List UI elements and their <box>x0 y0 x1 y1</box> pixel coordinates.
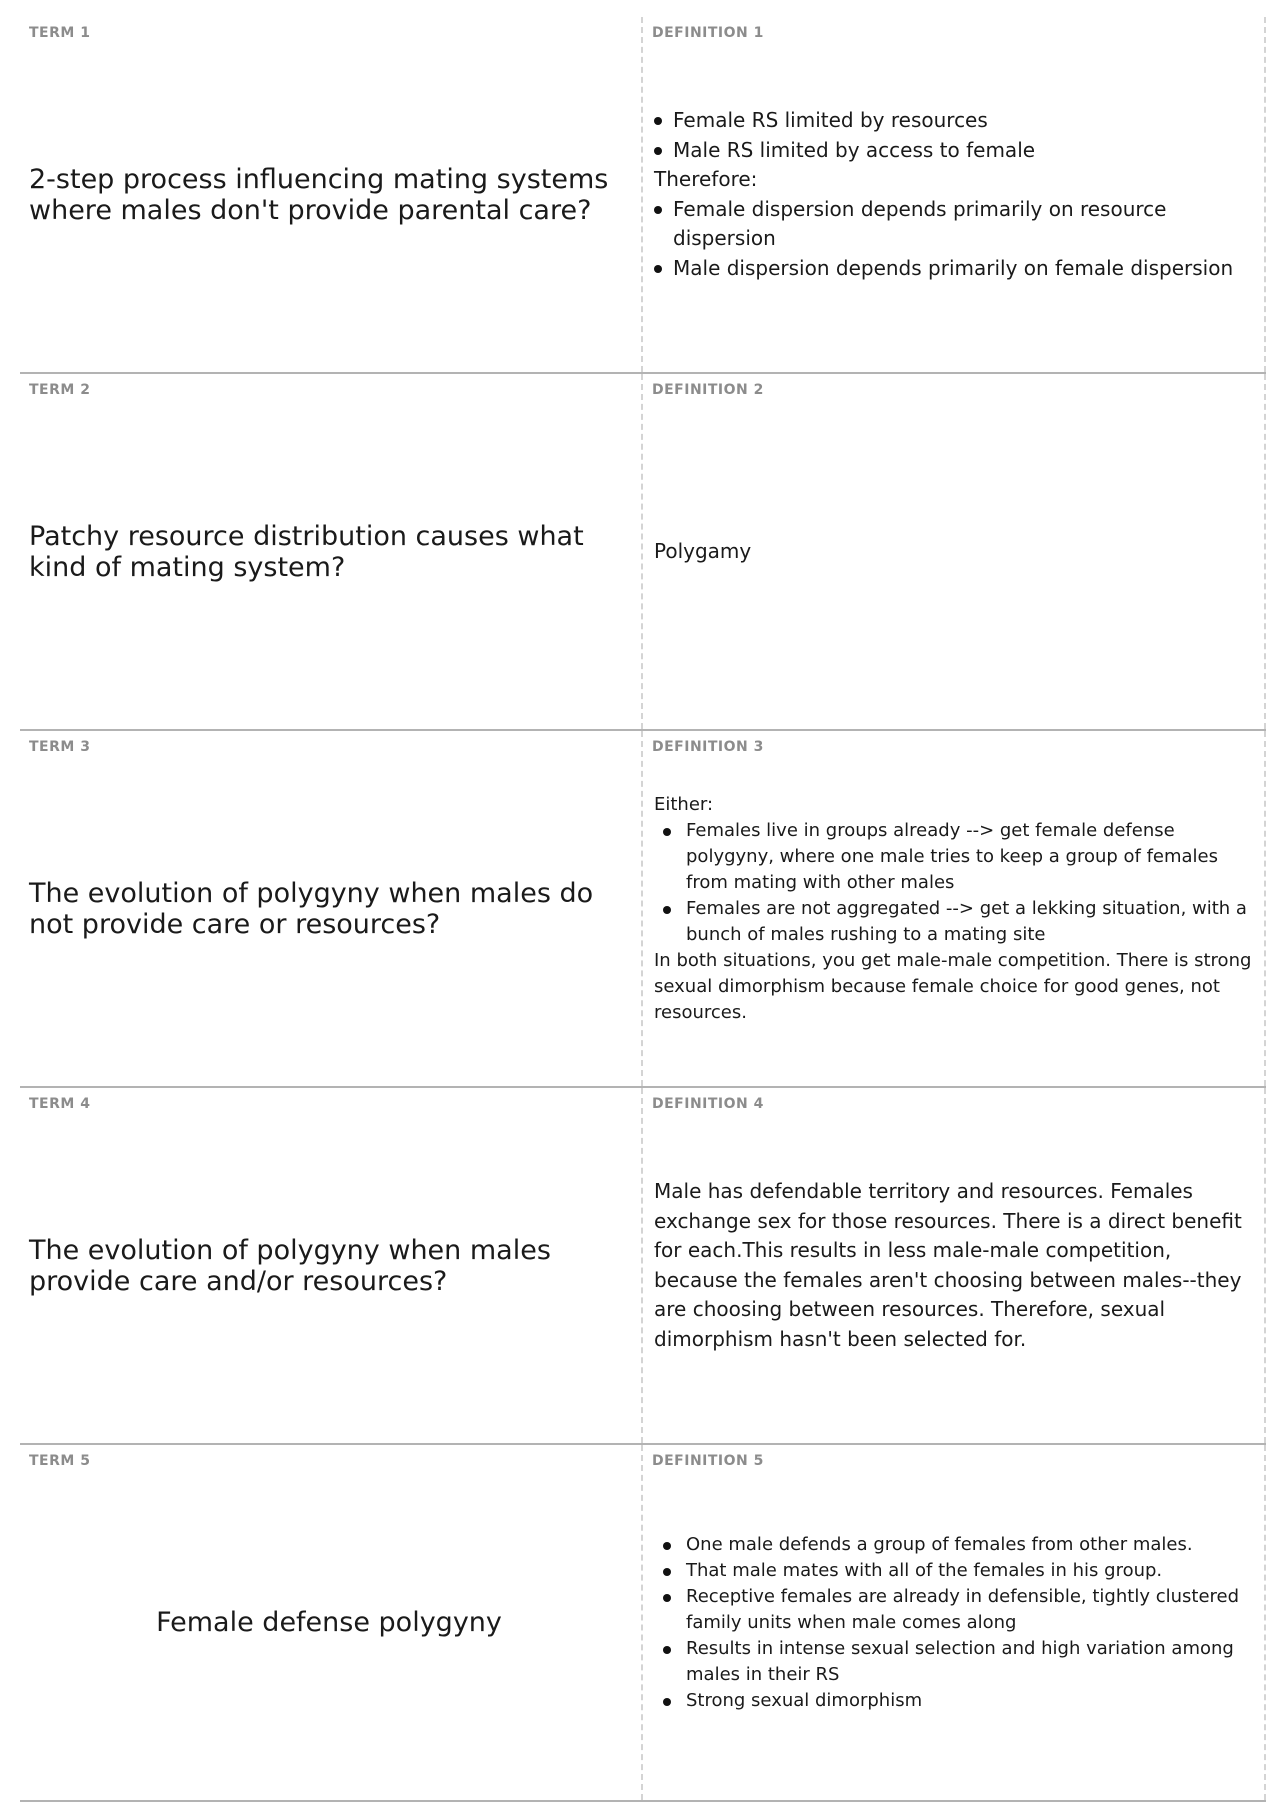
card-row-3 <box>20 731 1266 1088</box>
definition-bullet: Female RS limited by resources <box>654 106 1254 136</box>
term-cell <box>20 731 643 1086</box>
definition-bullet: Results in intense sexual selection and high variation among males in their RS <box>654 1636 1254 1688</box>
term-text: 2-step process influencing mating systems where males don't provide parental care? <box>29 163 609 226</box>
term-cell <box>20 1445 643 1800</box>
definition-paragraph: In both situations, you get male-male competition. There is strong sexual dimorphism because female choice for good genes, not resources. <box>654 949 1252 1023</box>
definition-bullet: Females live in groups already --> get female defense polygyny, where one male tries to keep a group of females from mating with other males <box>654 818 1254 896</box>
definition-paragraph: Therefore: <box>654 167 758 191</box>
definition-bullet: Male RS limited by access to female <box>654 136 1254 166</box>
term-caption: TERM 4 <box>29 1096 91 1112</box>
definition-caption: DEFINITION 3 <box>652 739 764 755</box>
definition-bullet: Strong sexual dimorphism <box>654 1688 1254 1714</box>
definition-cell <box>643 1445 1266 1800</box>
term-text: Female defense polygyny <box>156 1607 502 1638</box>
definition-text <box>654 17 1254 372</box>
definition-paragraph: Polygamy <box>654 538 752 563</box>
card-row-2 <box>20 374 1266 731</box>
definition-bullet: Female dispersion depends primarily on resource dispersion <box>654 195 1254 254</box>
definition-paragraph: Either: <box>654 793 714 815</box>
definition-cell <box>643 374 1266 729</box>
card-row-5 <box>20 1445 1266 1802</box>
definition-bullet: One male defends a group of females from other males. <box>654 1532 1254 1558</box>
definition-caption: DEFINITION 4 <box>652 1096 764 1112</box>
definition-caption: DEFINITION 1 <box>652 25 764 41</box>
card-row-1 <box>20 17 1266 374</box>
term-caption: TERM 3 <box>29 739 91 755</box>
definition-paragraph: Male has defendable territory and resources. Females exchange sex for those resources. There is a direct benefit for each.This results in less male-male competition, because the females aren't choosing between males--they are choosing between resources. Therefore, sexual dimorphism hasn't been selected for. <box>654 1179 1242 1351</box>
definition-cell <box>643 1088 1266 1443</box>
definition-text <box>654 1088 1254 1443</box>
term-cell <box>20 374 643 729</box>
definition-bullet: That male mates with all of the females in his group. <box>654 1558 1254 1584</box>
definition-cell <box>643 17 1266 372</box>
term-caption: TERM 5 <box>29 1453 91 1469</box>
term-text: The evolution of polygyny when males do not provide care or resources? <box>29 877 594 940</box>
definition-caption: DEFINITION 5 <box>652 1453 764 1469</box>
definition-text <box>654 374 1254 729</box>
definition-bullet: Male dispersion depends primarily on female dispersion <box>654 254 1254 284</box>
card-row-4 <box>20 1088 1266 1445</box>
term-text: The evolution of polygyny when males provide care and/or resources? <box>29 1234 551 1297</box>
definition-bullet: Receptive females are already in defensible, tightly clustered family units when male comes along <box>654 1584 1254 1636</box>
term-caption: TERM 2 <box>29 382 91 398</box>
term-text: Patchy resource distribution causes what kind of mating system? <box>29 520 584 583</box>
definition-cell <box>643 731 1266 1086</box>
definition-bullet: Females are not aggregated --> get a lekking situation, with a bunch of males rushing to a mating site <box>654 896 1254 948</box>
definition-text <box>654 731 1254 1086</box>
term-cell <box>20 1088 643 1443</box>
term-caption: TERM 1 <box>29 25 91 41</box>
definition-text <box>654 1445 1254 1800</box>
definition-caption: DEFINITION 2 <box>652 382 764 398</box>
term-cell <box>20 17 643 372</box>
